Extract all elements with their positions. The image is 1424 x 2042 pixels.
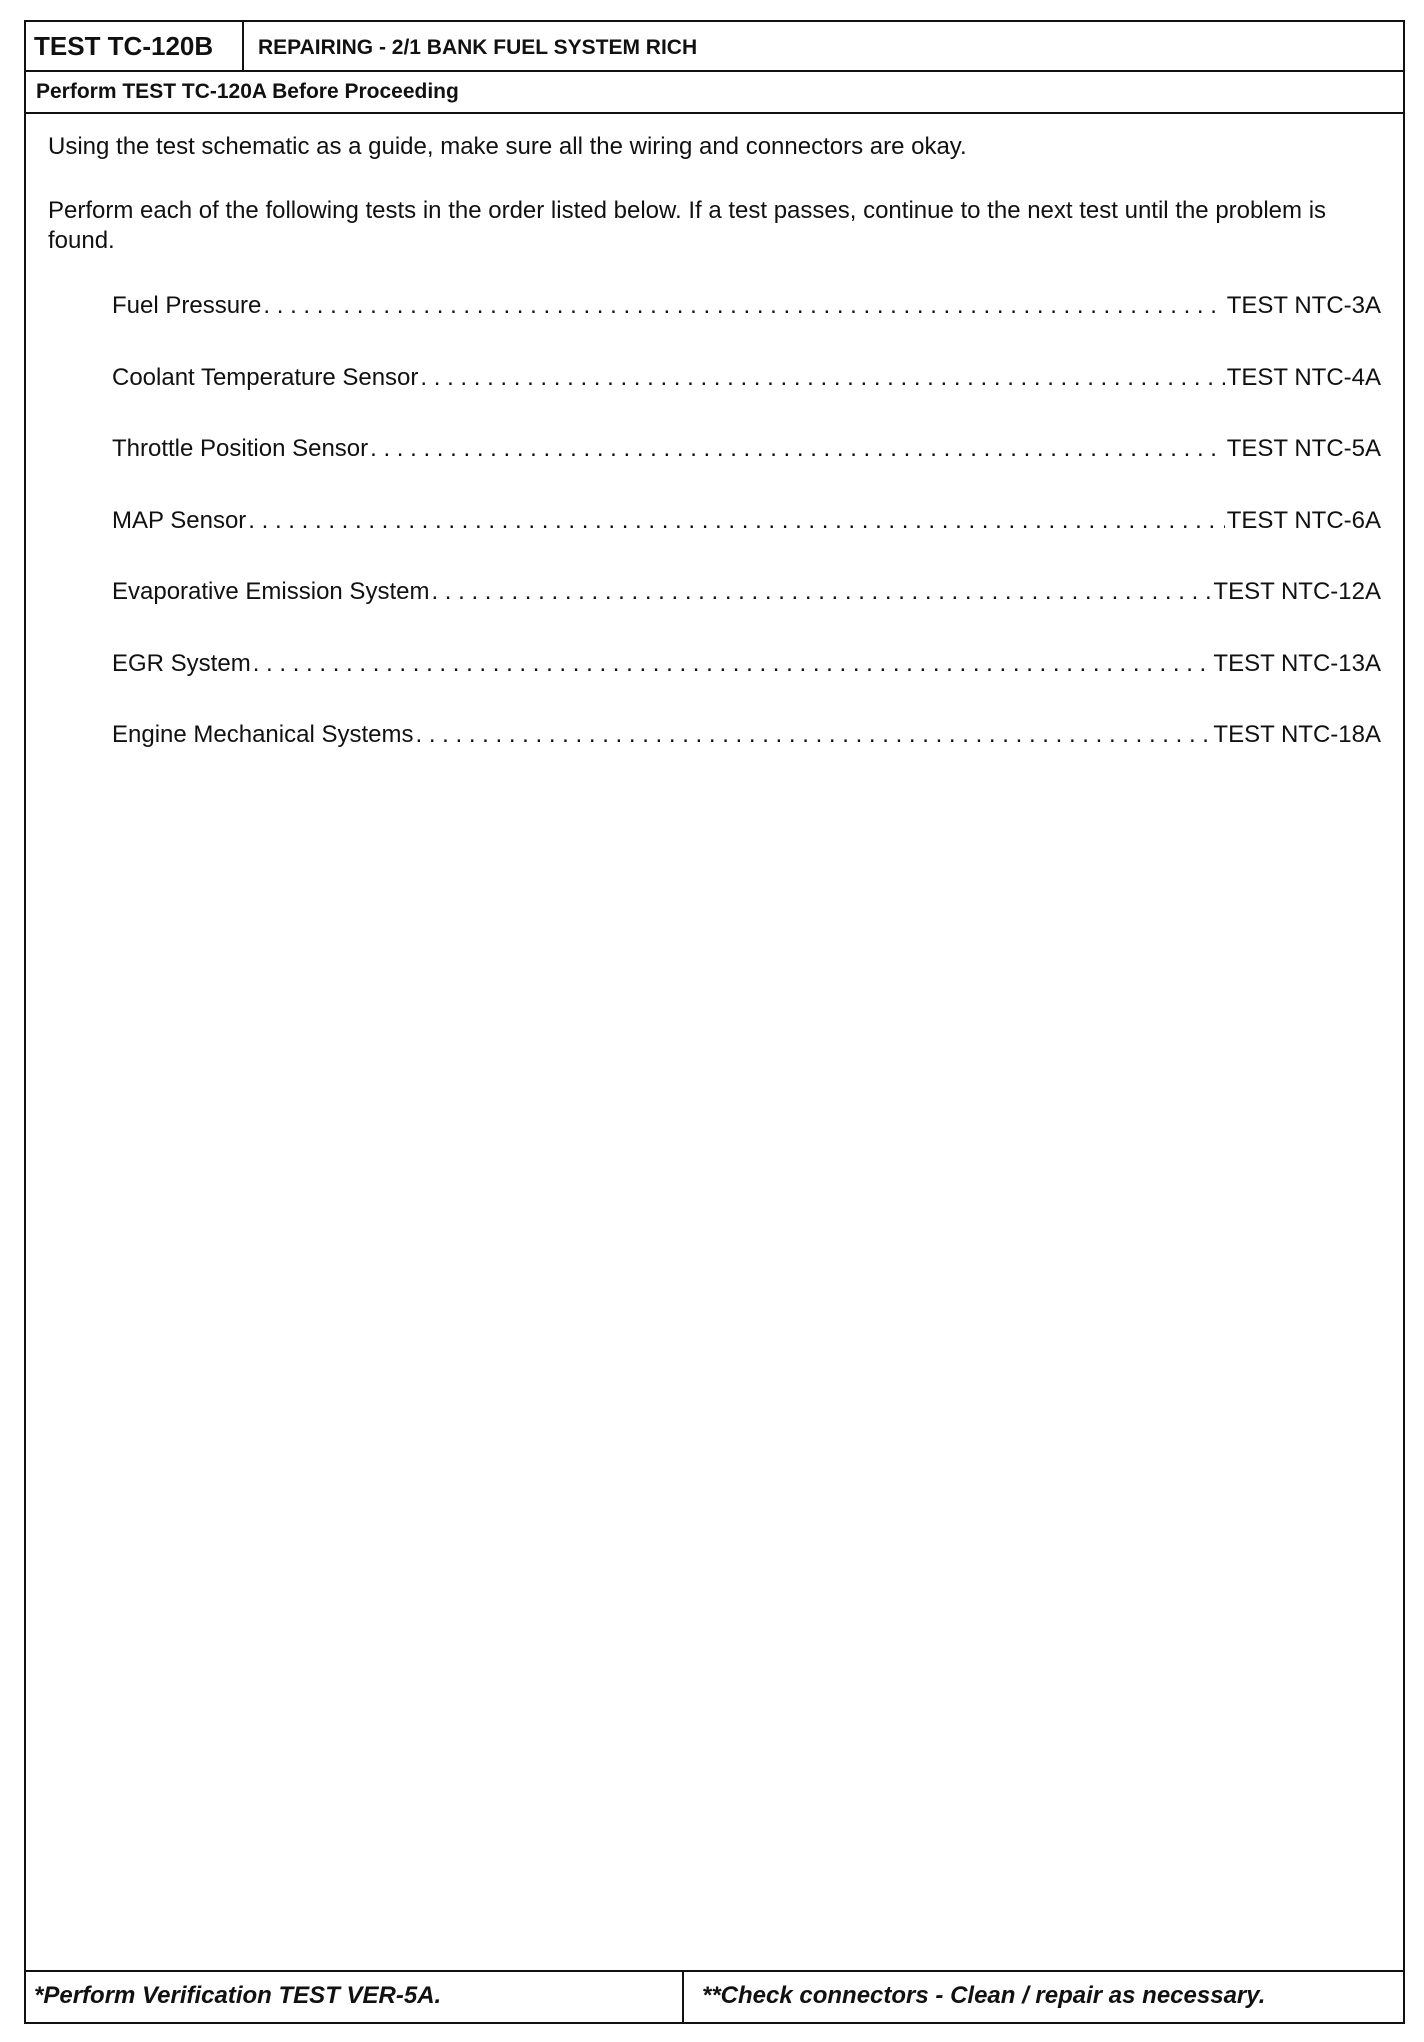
test-step-coolant-temperature-sensor [112,362,1381,434]
prerequisite-note: Perform TEST TC-120A Before Proceeding [26,72,1403,114]
test-step-fuel-pressure [112,290,1381,362]
step-reference: TEST NTC-13A [1213,649,1381,677]
instruction-paragraph-2: Perform each of the following tests in the order listed below. If a test passes, continue to the next test until the problem is found. [48,197,1327,254]
step-label: Fuel Pressure [112,292,262,319]
step-label: MAP Sensor [112,506,247,534]
test-step-engine-mechanical-systems [112,719,1381,791]
step-label: Evaporative Emission System [112,578,430,605]
test-step-evaporative-emission-system [112,576,1381,648]
step-label: Engine Mechanical Systems [112,721,414,748]
test-id-label: TEST TC-120B [26,22,244,70]
step-label: Coolant Temperature Sensor [112,363,419,391]
dot-leader [431,576,1211,608]
test-procedure-sheet [24,20,1405,2024]
test-step-throttle-position-sensor [112,433,1381,505]
step-reference: TEST NTC-6A [1226,506,1381,534]
instruction-paragraph-1: Using the test schematic as a guide, make sure all the wiring and connectors are okay. [48,133,967,160]
dot-leader [370,433,1225,465]
step-reference: TEST NTC-3A [1226,292,1381,319]
verification-note: *Perform Verification TEST VER-5A. [26,1972,684,2022]
dot-leader [420,362,1224,394]
step-reference: TEST NTC-12A [1213,578,1381,605]
step-reference: TEST NTC-4A [1226,363,1381,391]
dot-leader [263,290,1224,322]
header-row [26,22,1403,72]
dot-leader [415,719,1211,751]
test-title: REPAIRING - 2/1 BANK FUEL SYSTEM RICH [258,36,698,59]
connector-note: **Check connectors - Clean / repair as necessary. [702,1982,1266,2009]
step-reference: TEST NTC-5A [1226,435,1381,462]
dot-leader [253,648,1212,680]
test-step-egr-system [112,648,1381,720]
test-step-map-sensor [112,505,1381,577]
footer-row [26,1970,1403,2022]
step-label: EGR System [112,649,251,677]
dot-leader [248,505,1224,537]
step-label: Throttle Position Sensor [112,435,369,462]
test-sequence-list [112,290,1381,791]
step-reference: TEST NTC-18A [1213,721,1381,748]
